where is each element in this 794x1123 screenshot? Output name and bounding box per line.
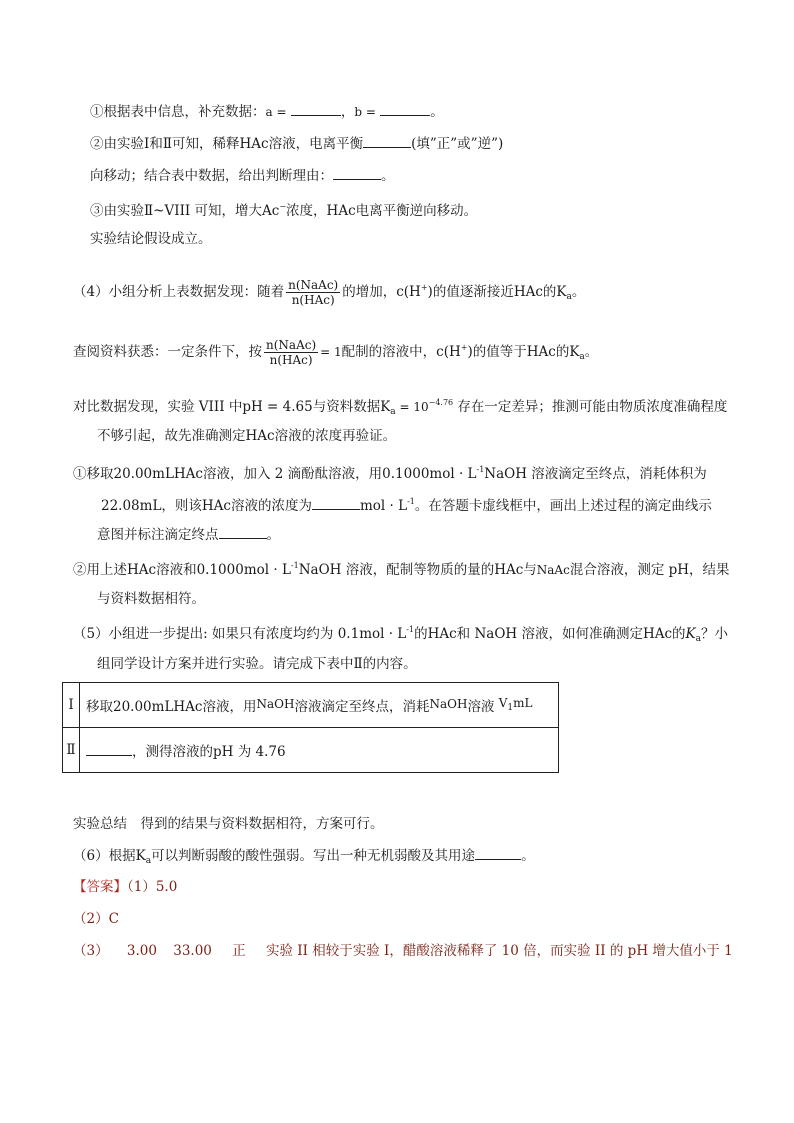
q4-line-8: ②用上述HAc溶液和$0.1000mol \cdot L^{-1}NaOH$ 溶液，配制等物质的量的HAc与NaAc混合溶液，测定 pH，结果 xyxy=(73,561,730,578)
q3-line-4: ③由实验Ⅱ~VIII 可知，增大Ac−浓度，HAc电离平衡逆向移动。 xyxy=(90,202,478,219)
answer-blank-table[interactable] xyxy=(86,741,132,756)
row-number: Ⅰ xyxy=(63,683,80,728)
q4-line-6: 22.08mL，则该HAc溶液的浓度为 mol · $L^{-1}$。在答题卡虚线框中，画出上述过程的滴定曲线示 xyxy=(101,497,712,514)
q5-line-2: 组同学设计方案并进行实验。请完成下表中Ⅱ的内容。 xyxy=(97,656,417,672)
table-row xyxy=(63,728,559,773)
row-content: 移取20.00mLHAc溶液，用NaOH溶液滴定至终点，消耗NaOH溶液 $V_1mL$ xyxy=(80,683,559,728)
q3-line-3: 向移动；结合表中数据，给出判断理由： 。 xyxy=(90,165,395,186)
fraction-naac-hac-2: $\frac{\text{n(NaAc)}}{\text{n(HAc)}}$ xyxy=(266,338,317,367)
answer-line-1: 【答案】（1）5.0 xyxy=(73,879,178,895)
table-row xyxy=(63,683,559,728)
q4-line-3: 对比数据发现，实验 VIII 中pH = 4.65与资料数据$K_a = 10^{-4.76}$ 存在一定差异；推测可能由物质浓度准确程度 xyxy=(73,398,728,417)
answer-blank-b[interactable] xyxy=(380,101,430,116)
q4-line-5: ①移取20.00mLHAc溶液，加入 2 滴酚酞溶液，用$0.1000mol \cdot L^{-1}NaOH$ 溶液滴定至终点，消耗体积为 xyxy=(73,465,707,482)
answer-line-2: （2）C xyxy=(73,911,119,927)
q6-line: （6）根据$K_a$可以判断弱酸的酸性强弱。写出一种无机弱酸及其用途 。 xyxy=(73,845,535,871)
answer-line-3: （3） 3.00 33.00 正 实验 II 相较于实验 I，醋酸溶液稀释了 10 倍，而实验 II 的 pH 增大值小于 1 xyxy=(73,943,733,959)
answer-blank-endpoint[interactable] xyxy=(219,524,267,539)
q3-line-5: 实验结论假设成立。 xyxy=(90,231,212,247)
q4-line-9: 与资料数据相符。 xyxy=(97,591,205,607)
q4-line-4: 不够引起，故先准确测定HAc溶液的浓度再验证。 xyxy=(97,428,397,444)
answer-blank-direction[interactable] xyxy=(363,133,411,148)
q4-line-7: 意图并标注滴定终点 。 xyxy=(97,524,280,545)
row-content: ，测得溶液的pH 为 4.76 xyxy=(80,728,559,773)
q4-line-2: 查阅资料获悉：一定条件下，按 $\frac{\text{n(NaAc)}}{\text{n(HAc)}}$ = 1配制的溶液中，c(H+)的值等于HAc的$K_a$。 xyxy=(73,338,599,367)
answer-blank-weak-acid[interactable] xyxy=(475,845,521,860)
answer-blank-concentration[interactable] xyxy=(312,495,360,510)
q3-line-1: ①根据表中信息，补充数据：a = ，b = 。 xyxy=(90,101,444,122)
answer-blank-a[interactable] xyxy=(291,101,341,116)
answer-blank-reason[interactable] xyxy=(333,165,381,180)
experiment-table xyxy=(62,682,559,773)
fraction-naac-hac: $\frac{\text{n(NaAc)}}{\text{n(HAc)}}$ xyxy=(288,278,339,307)
q3-line-2: ②由实验Ⅰ和Ⅱ可知，稀释HAc溶液，电离平衡 (填”正”或”逆”) xyxy=(90,133,503,154)
q4-line-1: （4）小组分析上表数据发现：随着 $\frac{\text{n(NaAc)}}{\text{n(HAc)}}$ 的增加，c(H+)的值逐渐接近HAc的$K_a$。 xyxy=(73,278,586,307)
q5-line-1: （5）小组进一步提出: 如果只有浓度均约为 $0.1mol \cdot L^{-1}$的HAc和 NaOH 溶液，如何准确测定HAc的$K_a$？小 xyxy=(73,625,728,644)
summary-line-1: 实验总结 得到的结果与资料数据相符，方案可行。 xyxy=(73,816,384,832)
row-number: Ⅱ xyxy=(63,728,80,773)
answer-tag: 【答案】 xyxy=(73,879,127,895)
